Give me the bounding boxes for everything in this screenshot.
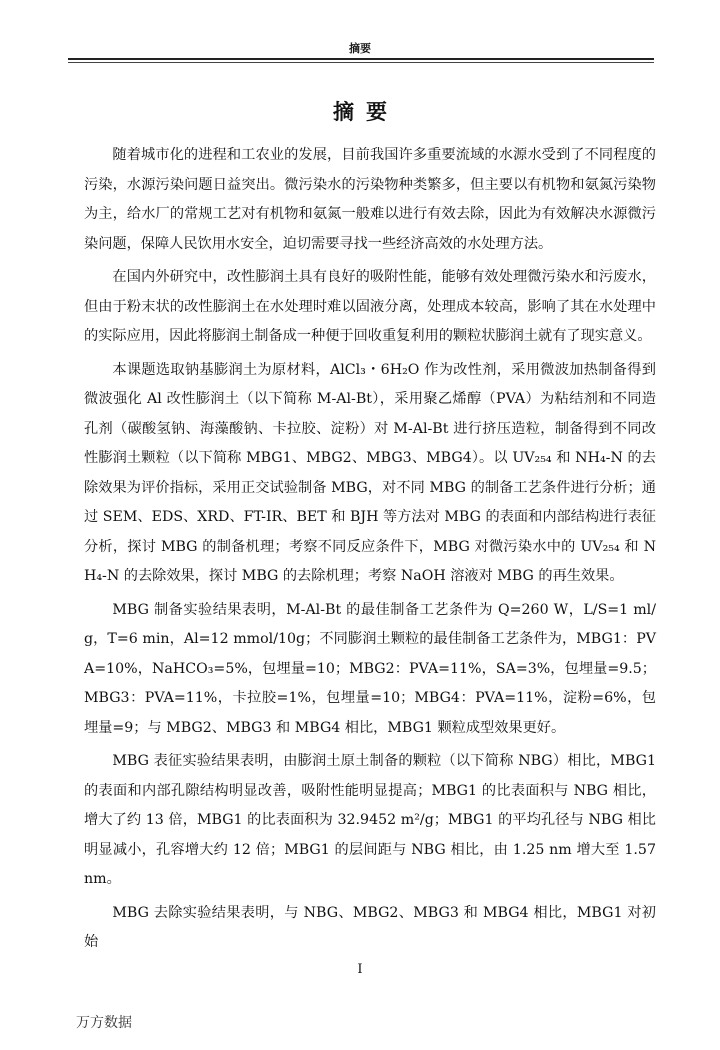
paragraph-2: 在国内外研究中，改性膨润土具有良好的吸附性能，能够有效处理微污染水和污废水，但由于粉末状的改性膨润土在水处理时难以固液分离，处理成本较高，影响了其在水处理中的实际应用，因此将膨润土制备成一种便于回收重复利用的颗粒状膨润土就有了现实意义。 xyxy=(84,269,656,344)
paragraph-1: 随着城市化的进程和工农业的发展，目前我国许多重要流域的水源水受到了不同程度的污染，水源污染问题日益突出。微污染水的污染物种类繁多，但主要以有机物和氨氮污染物为主，给水厂的常规工艺对有机物和氨氮一般难以进行有效去除，因此为有效解决水源微污染问题，保障人民饮用水安全，迫切需要寻找一些经济高效的水处理方法。 xyxy=(84,147,656,252)
paragraph-5: MBG 表征实验结果表明，由膨润土原土制备的颗粒（以下简称 NBG）相比，MBG1 的表面和内部孔隙结构明显改善，吸附性能明显提高；MBG1 的比表面积与 NBG 相比，增大了约 13 倍，MBG1 的比表面积为 32.9452 m²/g；MBG1 的平均孔径与 NBG 相比明显减小，孔容增大约 12 倍；MBG1 的层间距与 NBG 相比，由 1.25 nm 增大至 1.57 nm。 xyxy=(84,753,656,887)
header-rule-thin xyxy=(68,62,654,63)
running-header: 摘要 xyxy=(349,42,371,55)
watermark-text: 万方数据 xyxy=(76,1015,132,1031)
header-rule xyxy=(68,58,654,60)
paragraph-6: MBG 去除实验结果表明，与 NBG、MBG2、MBG3 和 MBG4 相比，MBG1 对初始 xyxy=(84,904,656,950)
page-number: I xyxy=(357,962,363,977)
paragraph-3: 本课题选取钠基膨润土为原材料，AlCl₃・6H₂O 作为改性剂，采用微波加热制备得到微波强化 Al 改性膨润土（以下简称 M-Al-Bt），采用聚乙烯醇（PVA）为粘结剂和不同造孔剂（碳酸氢钠、海藻酸钠、卡拉胶、淀粉）对 M-Al-Bt 进行挤压造粒，制备得到不同改性膨润土颗粒（以下简称 MBG1、MBG2、MBG3、MBG4）。以 UV₂₅₄ 和 NH₄-N 的去除效果为评价指标，采用正交试验制备 MBG，对不同 MBG 的制备工艺条件进行分析；通过 SEM、EDS、XRD、FT-IR、BET 和 BJH 等方法对 MBG 的表面和内部结构进行表征分析，探讨 MBG 的制备机理；考察不同反应条件下，MBG 对微污染水中的 UV₂₅₄ 和 NH₄-N 的去除效果，探讨 MBG 的去除机理；考察 NaOH 溶液对 MBG 的再生效果。 xyxy=(84,361,656,584)
page-title: 摘要 xyxy=(333,99,399,124)
paragraph-4: MBG 制备实验结果表明，M-Al-Bt 的最佳制备工艺条件为 Q=260 W，L/S=1 ml/g，T=6 min，Al=12 mmol/10g；不同膨润土颗粒的最佳制备工艺条件为，MBG1：PVA=10%，NaHCO₃=5%，包埋量=10；MBG2：PVA=11%，SA=3%，包埋量=9.5；MBG3：PVA=11%，卡拉胶=1%，包埋量=10；MBG4：PVA=11%，淀粉=6%，包埋量=9；与 MBG2、MBG3 和 MBG4 相比，MBG1 颗粒成型效果更好。 xyxy=(84,601,656,736)
abstract-body xyxy=(84,141,656,962)
